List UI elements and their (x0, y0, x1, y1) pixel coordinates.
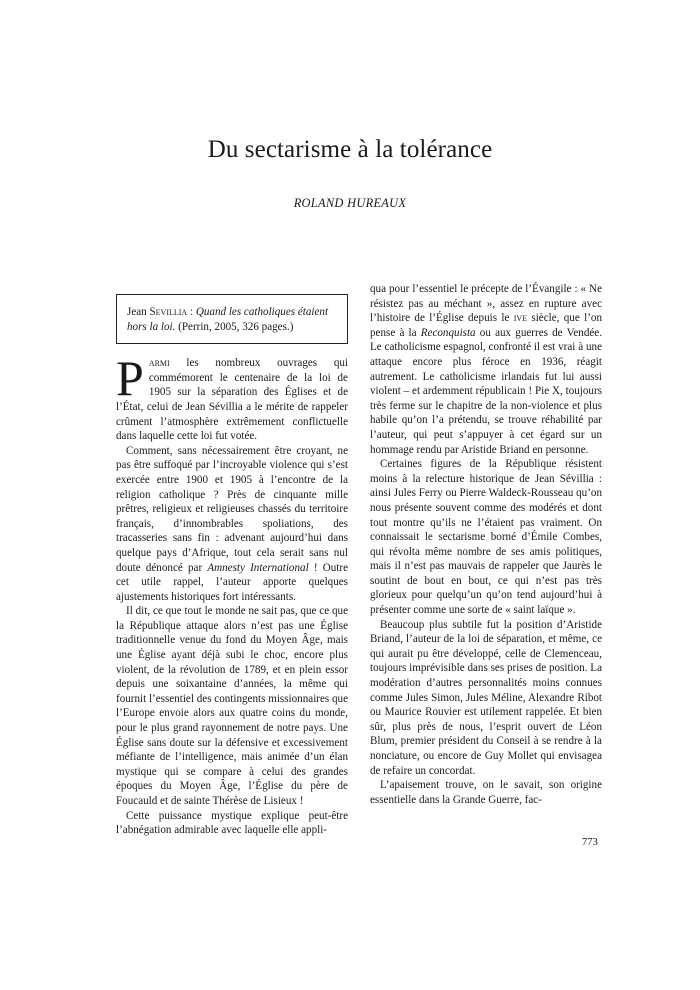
opening-word: armi (148, 357, 170, 370)
book-author-last: Sevillia (149, 306, 188, 318)
book-ref-separator: : (187, 306, 196, 318)
article-author: ROLAND HUREAUX (293, 196, 407, 210)
book-author-first: Jean (127, 306, 150, 318)
paragraph-5-text-a: qua pour l’essentiel le précepte de l’Évangile : « Ne résistez pas au méchant », assez en rupture avec l’histoire de l’Église depuis le (370, 283, 602, 325)
paragraph-5 (370, 282, 602, 457)
left-column (116, 282, 348, 838)
drop-cap: P (116, 350, 144, 407)
paragraph-2-text-b: ! Outre cet utile rappel, l’auteur apporte quelques ajustements historiques fort intéressants. (116, 561, 349, 603)
paragraph-2-text-a: Comment, sans nécessairement être croyant, ne pas être suffoqué par l’incroyable violence qui s’est exercée entre 1900 et 1905 à l’encontre de la religion catholique ? Près de cinquante mille prêtres, religieux et religieuses chassés du territoire français, d’innombrables spoliations, des tracasseries sans fin : advenant aujourd’hui dans quelque pays d’Afrique, tout cela serait sans nul doute dénoncé par (116, 444, 348, 574)
paragraph-1-text: les nombreux ouvrages qui commémorent le centenaire de la loi de 1905 sur la séparation des Églises et de l’État, celui de Jean Sévillia a le mérite de rappeler crûment l’atmosphère extrêmement conflictuelle dans laquelle cette loi fut votée. (116, 357, 348, 443)
book-title: Quand les catholiques étaient hors la loi. (127, 306, 329, 333)
book-details: (Perrin, 2005, 326 pages.) (175, 320, 294, 333)
paragraph-5-italic: Reconquista (420, 326, 476, 339)
paragraph-2 (116, 444, 348, 605)
right-column (370, 282, 602, 807)
paragraph-5-text-c: ou aux guerres de Vendée. Le catholicisme espagnol, confronté il est vrai à une attaque encore plus féroce en 1936, réagit autrement. Le catholicisme irlandais fut lui aussi violent – et ardemment républicain ! Pie X, toujours très ferme sur le chapitre de la non-violence et plus habile qu’on l’a prétendu, se trouve réhabilité par l’auteur, qui peut s’appuyer à cet égard sur un hommage rendu par Aristide Briand en personne. (370, 326, 602, 456)
paragraph-5-text-b: siècle, que l’on pense à la (370, 312, 602, 339)
article-title: Du sectarisme à la tolérance (207, 136, 493, 163)
paragraph-3: Il dit, ce que tout le monde ne sait pas, que ce que la République attaque alors n’est pas une Église traditionnelle venue du fond du Moyen Âge, mais une Église ayant déjà subi le choc, encore plus violent, de la révolution de 1789, et en plein essor depuis une soixantaine d’années, la même qui fournit l’essentiel des contingents missionnaires que l’Europe envoie alors aux quatre coins du monde, pour le plus grand rayonnement de notre pays. Une Église sans doute sur la défensive et excessivement méfiante de l’intelligence, mais animée d’un élan mystique qui se compare à celui des grandes époques du Moyen Âge, l’Église du père de Foucauld et de sainte Thérèse de Lisieux ! (116, 605, 348, 807)
paragraph-6: Certaines figures de la République résistent moins à la relecture historique de Jean Sévillia : ainsi Jules Ferry ou Pierre Waldeck-Rousseau qu’on nous présente souvent comme des modérés et dont tout montre qu’ils ne l’étaient pas vraiment. On connaissait le sectarisme borné d’Émile Combes, qui révolta même nombre de ses amis politiques, mais il n’est pas mauvais de rappeler que Jaurès le soutint de bout en bout, ce qui n’est pas très glorieux pour quelqu’un qu’on tend aujourd’hui à présenter comme une sorte de « saint laïque ». (370, 458, 602, 617)
paragraph-4: Cette puissance mystique explique peut-être l’abnégation admirable avec laquelle elle appli- (116, 809, 348, 837)
paragraph-1 (116, 350, 348, 444)
paragraph-7: Beaucoup plus subtile fut la position d’Aristide Briand, l’auteur de la loi de séparation, et même, ce qui aurait pu être développé, celle de Clemenceau, toujours imprévisible dans ses prises de position. La modération d’autres personnalités moins connues comme Jules Simon, Jules Méline, Alexandre Ribot ou Maurice Rouvier est utilement rappelée. Et bien sûr, plus près de nous, l’esprit ouvert de Léon Blum, premier président du Conseil à se rendre à la nonciature, ou encore de Guy Mollet qui envisagea de refaire un concordat. (370, 618, 602, 777)
paragraph-8: L’apaisement trouve, on le savait, son origine essentielle dans la Grande Guerre, fac- (370, 779, 602, 806)
paragraph-2-italic: Amnesty International (207, 561, 309, 574)
book-reference-box (116, 294, 348, 344)
century-numeral: ive (513, 312, 528, 325)
page-number: 773 (582, 837, 598, 848)
